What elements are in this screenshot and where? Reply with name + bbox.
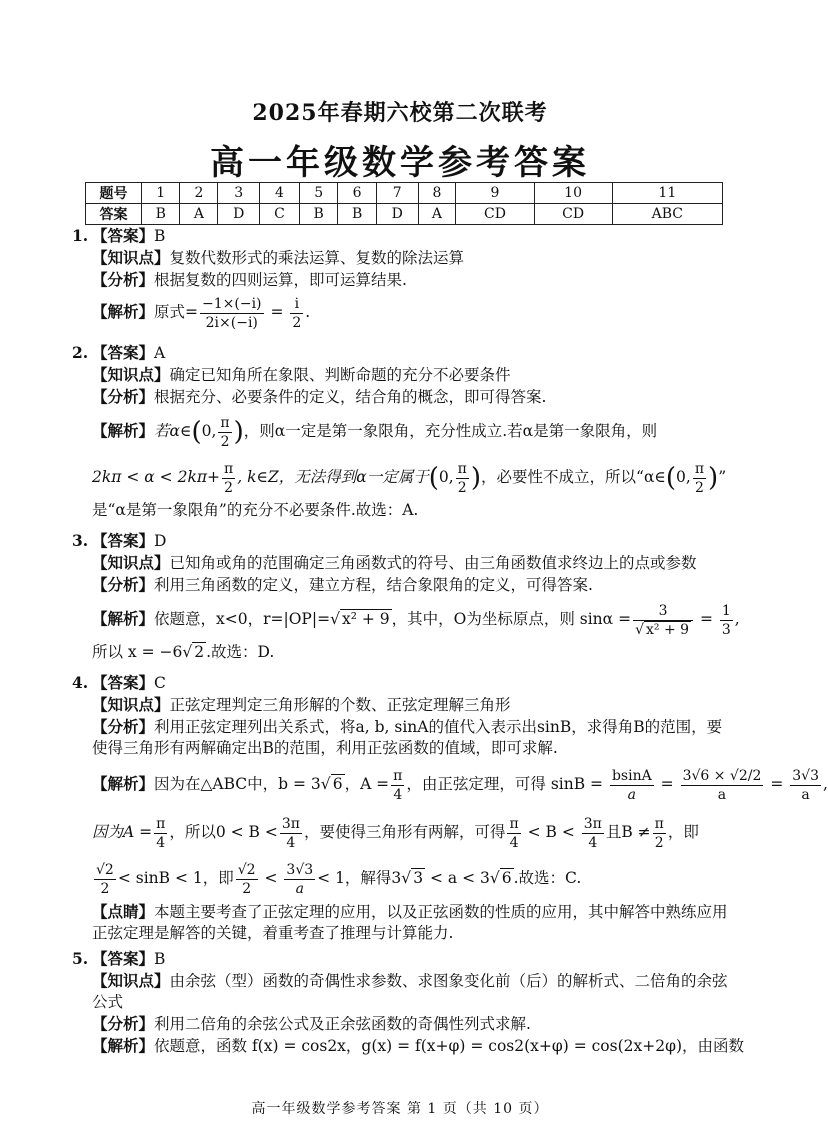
q1-knowledge-line: 【知识点】复数代数形式的乘法运算、复数的除法运算 bbox=[92, 248, 465, 267]
q3-knowledge-line: 【知识点】已知角或角的范围确定三角函数式的符号、由三角函数值求终边上的点或参数 bbox=[92, 553, 697, 572]
answer-header: 答案 bbox=[86, 204, 142, 225]
table-cell: CD bbox=[456, 204, 534, 225]
table-cell: 6 bbox=[338, 183, 376, 204]
answer-table bbox=[85, 182, 723, 225]
table-cell: 2 bbox=[180, 183, 218, 204]
question-number-header: 题号 bbox=[86, 183, 142, 204]
table-cell: 11 bbox=[612, 183, 722, 204]
table-cell: 4 bbox=[260, 183, 300, 204]
q4-knowledge-line: 【知识点】正弦定理判定三角形解的个数、正弦定理解三角形 bbox=[92, 695, 511, 714]
q5-knowledge-line: 【知识点】由余弦（型）函数的奇偶性求参数、求图象变化前（后）的解析式、二倍角的余弦公式 bbox=[92, 971, 728, 1011]
q4-analysis-line: 【分析】利用正弦定理列出关系式，将a, b, sinA的值代入表示出sinB，求得角B的范围，要使得三角形有两解确定出B的范围，利用正弦函数的值域，即可求解. bbox=[92, 717, 723, 757]
table-cell: 5 bbox=[299, 183, 337, 204]
table-cell: B bbox=[299, 204, 337, 225]
q5-analysis-line: 【分析】利用二倍角的余弦公式及正余弦函数的奇偶性列式求解. bbox=[92, 1014, 531, 1033]
table-cell: C bbox=[260, 204, 300, 225]
table-cell: CD bbox=[534, 204, 612, 225]
q2-knowledge-line: 【知识点】确定已知角所在象限、判断命题的充分不必要条件 bbox=[92, 365, 511, 384]
table-cell: 8 bbox=[418, 183, 456, 204]
answer-table-answer-row bbox=[86, 204, 723, 225]
q4-solution-line-3: $\frac{√2}{2}$ < sinB < 1，即 $\frac{√2}{2}$ < $\frac{3√3}{a}$ < 1，解得3√ 3 < a < 3√ 6 .故选：C. bbox=[96, 861, 582, 897]
table-cell: ABC bbox=[612, 204, 722, 225]
q5-answer-line: 5. 【答案】B bbox=[72, 949, 166, 968]
table-cell: D bbox=[376, 204, 418, 225]
q2-solution-line-3: 是“α是第一象限角”的充分不必要条件.故选：A. bbox=[92, 501, 419, 519]
q4-solution-line: 【解析】因为在△ABC中，b = 3√ 6 ，A = $\frac{\pi}{4}$ ，由正弦定理，可得 sinB = $\frac{bsinA}{a}$ = $\frac{3√6 \times √2/2}{a}$ = $\frac{3√3}{a}$ , bbox=[92, 767, 828, 803]
q4-comment: 【点睛】本题主要考查了正弦定理的应用，以及正弦函数的性质的应用，其中解答中熟练应用正弦定理是解答的关键，着重考查了推理与计算能力. bbox=[92, 902, 728, 942]
table-cell: D bbox=[218, 204, 260, 225]
table-cell: 7 bbox=[376, 183, 418, 204]
table-cell: A bbox=[180, 204, 218, 225]
q2-answer-line: 2. 【答案】A bbox=[72, 343, 166, 362]
q1-answer-line: 1. 【答案】B bbox=[72, 226, 166, 245]
fraction: $\frac{i}{2}$ bbox=[292, 295, 302, 331]
q3-analysis-line: 【分析】利用三角函数的定义，建立方程，结合象限角的定义，可得答案. bbox=[92, 575, 593, 594]
table-cell: A bbox=[418, 204, 456, 225]
q4-answer-line: 4. 【答案】C bbox=[72, 673, 166, 692]
q2-solution-line: 【解析】若α∈(0, $\frac{\pi}{2}$ )，则α一定是第一象限角，充分性成立.若α是第一象限角，则 bbox=[92, 414, 658, 450]
table-cell: B bbox=[142, 204, 180, 225]
table-cell: 10 bbox=[534, 183, 612, 204]
q1-solution-line: 【解析】原式= $\frac{-1\times(-i)}{2i\times(-i)}$ = $\frac{i}{2}$ . bbox=[92, 295, 311, 331]
table-cell: 9 bbox=[456, 183, 534, 204]
table-cell: 3 bbox=[218, 183, 260, 204]
solutions-body bbox=[72, 225, 828, 1057]
table-cell: 1 bbox=[142, 183, 180, 204]
q5-solution-line: 【解析】依题意，函数 f(x) = cos2x，g(x) = f(x+φ) = cos2(x+φ) = cos(2x+2φ)，由函数 bbox=[92, 1036, 744, 1055]
q3-solution-line-2: 所以 x = −6√ 2 .故选：D. bbox=[92, 643, 275, 661]
answer-table-number-row bbox=[86, 183, 723, 204]
q3-answer-line: 3. 【答案】D bbox=[72, 531, 167, 550]
q1-analysis-line: 【分析】根据复数的四则运算，即可运算结果. bbox=[92, 270, 407, 289]
table-cell: B bbox=[338, 204, 376, 225]
page-footer: 高一年级数学参考答案 第 1 页（共 10 页） bbox=[251, 1101, 549, 1117]
q2-analysis-line: 【分析】根据充分、必要条件的定义，结合角的概念，即可得答案. bbox=[92, 387, 547, 406]
exam-title: 2025年春期六校第二次联考 bbox=[252, 100, 548, 126]
document-title: 高一年级数学参考答案 bbox=[210, 143, 590, 183]
q3-solution-line: 【解析】依题意，x<0，r=|OP|=√ x² + 9 ，其中，O为坐标原点，则 sinα = $\frac{3}{\text{√ x² + 9}}$ = $\frac{1}{3}$ , bbox=[92, 602, 740, 638]
fraction: $\frac{-1\times(-i)}{2i\times(-i)}$ bbox=[202, 295, 262, 331]
q2-solution-line-2: 2kπ < α < 2kπ+ $\frac{\pi}{2}$ , k∈Z，无法得到α一定属于(0, $\frac{\pi}{2}$ )，必要性不成立，所以“α∈(0, $\frac{\pi}{2}$ )” bbox=[92, 460, 727, 496]
q4-solution-line-2: 因为A = $\frac{\pi}{4}$ ，所以0 < B < $\frac{3\pi}{4}$ ，要使得三角形有两解，可得 $\frac{\pi}{4}$ < B < $\frac{3\pi}{4}$ 且B ≠ $\frac{\pi}{2}$ ，即 bbox=[92, 815, 699, 851]
